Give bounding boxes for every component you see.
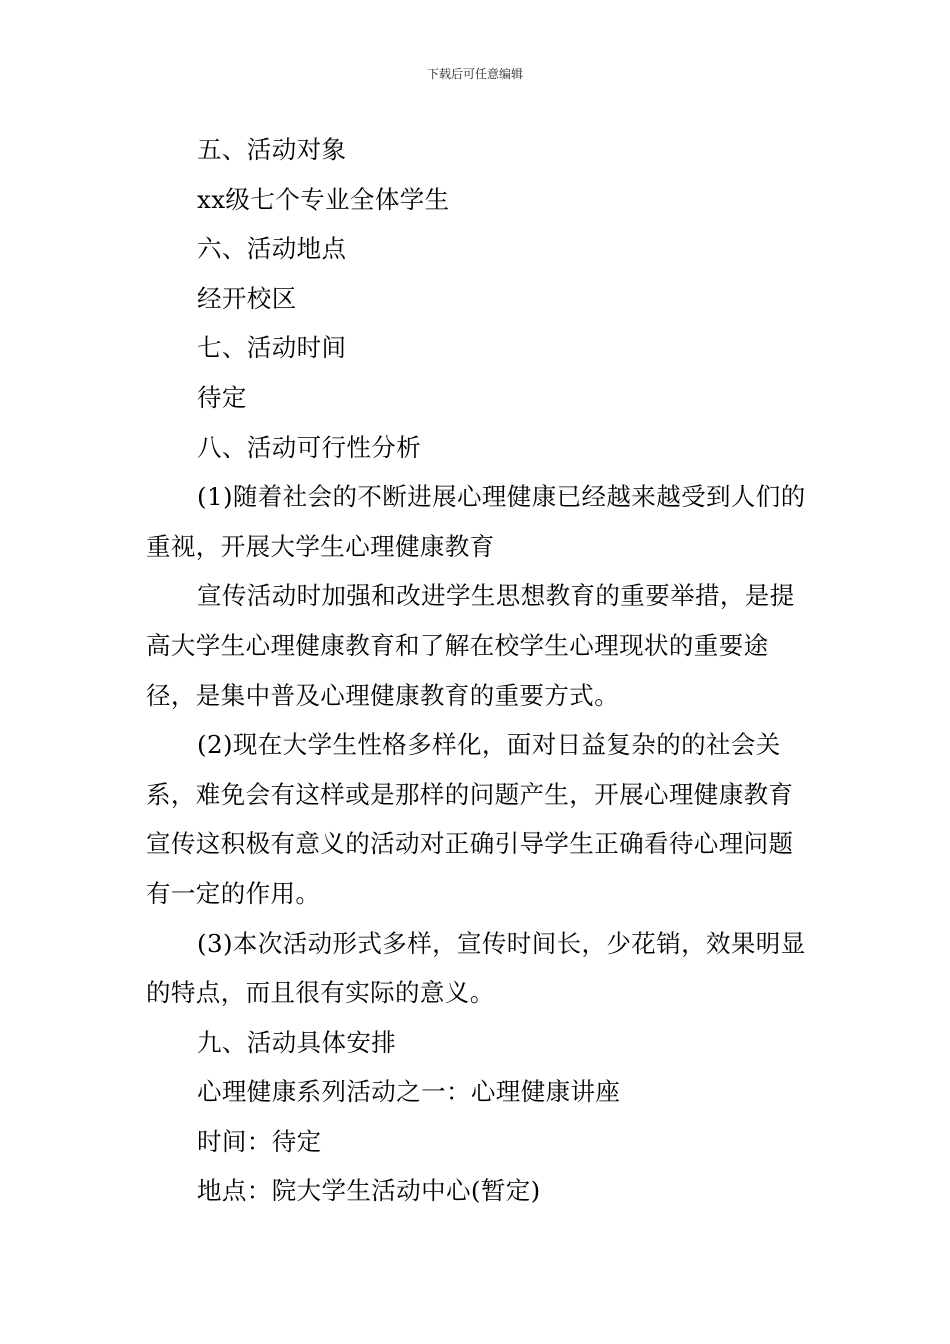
heading-feasibility-analysis: 八、活动可行性分析	[197, 432, 422, 462]
feasibility-point-1-continued: 宣传活动时加强和改进学生思想教育的重要举措，是提高大学生心理健康教育和了解在校学生心理现状的重要途径，是集中普及心理健康教育的重要方式。	[146, 581, 795, 710]
lecture-location: 地点：院大学生活动中心(暂定)	[197, 1176, 541, 1206]
activity-location-text: 经开校区	[197, 283, 297, 313]
activity-time-text: 待定	[197, 382, 247, 412]
heading-activity-location: 六、活动地点	[197, 234, 347, 264]
page-header-note: 下载后可任意编辑	[426, 67, 523, 81]
activity-target-text: xx级七个专业全体学生	[197, 184, 450, 214]
heading-activity-target: 五、活动对象	[197, 135, 347, 164]
feasibility-point-2: (2)现在大学生性格多样化，面对日益复杂的的社会关系，难免会有这样或是那样的问题产生，开展心理健康教育宣传这积极有意义的活动对正确引导学生正确看待心理问题有一定的作用。	[146, 730, 794, 908]
feasibility-point-1: (1)随着社会的不断进展心理健康已经越来越受到人们的重视，开展大学生心理健康教育	[146, 482, 806, 561]
heading-activity-time: 七、活动时间	[197, 333, 347, 363]
lecture-time: 时间：待定	[197, 1126, 322, 1156]
feasibility-point-3: (3)本次活动形式多样，宣传时间长，少花销，效果明显的特点，而且很有实际的意义。	[146, 928, 806, 1008]
heading-specific-arrangements: 九、活动具体安排	[197, 1027, 397, 1057]
series-activity-title: 心理健康系列活动之一：心理健康讲座	[197, 1077, 621, 1107]
document-body	[146, 125, 811, 1216]
